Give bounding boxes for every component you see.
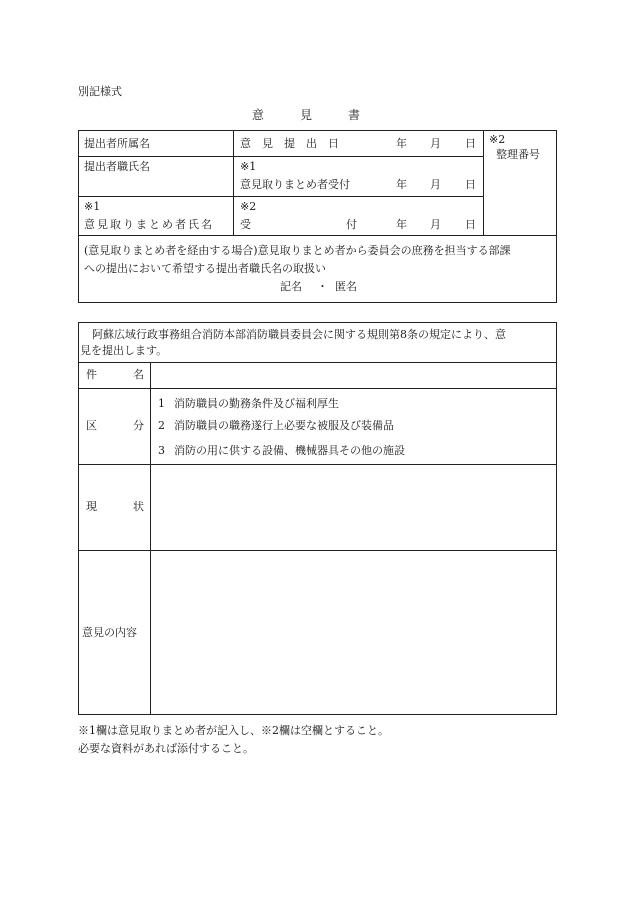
- day-label: 日: [465, 218, 476, 231]
- header-row-divider: [78, 196, 484, 197]
- header-col-divider: [483, 130, 484, 235]
- submitter-dept-label: 提出者所属名: [84, 137, 150, 150]
- subject-field[interactable]: [152, 364, 555, 386]
- category-option-2[interactable]: 消防職員の職務遂行上必要な被服及び装備品: [174, 419, 394, 432]
- handling-note-line2: への提出において希望する提出者職氏名の取扱い: [84, 262, 326, 275]
- compiler-name-label: 意見取りまとめ者氏名: [84, 218, 214, 231]
- header-col-divider: [233, 130, 234, 235]
- category-num-2: 2: [158, 419, 165, 432]
- mark-1-compiler: ※1: [84, 200, 101, 213]
- header-row-divider: [78, 156, 484, 157]
- year-label: 年: [396, 137, 407, 150]
- header-row-divider: [78, 235, 557, 236]
- status-label-a: 現: [86, 500, 97, 513]
- intro-line1: 阿蘇広域行政事務組合消防本部消防職員委員会に関する規則第8条の規定により、意: [92, 328, 506, 341]
- month-label: 月: [430, 218, 441, 231]
- subject-label-a: 件: [86, 368, 97, 381]
- category-option-3[interactable]: 消防の用に供する設備、機械器具その他の施設: [174, 444, 405, 457]
- mark-1: ※1: [240, 160, 257, 173]
- anonymous-option[interactable]: 匿名: [335, 280, 357, 293]
- option-separator: ・: [317, 280, 328, 293]
- receipt-label: 受: [240, 218, 251, 231]
- category-num-1: 1: [158, 397, 165, 410]
- month-label: 月: [430, 178, 441, 191]
- body-col-divider: [150, 362, 151, 715]
- month-label: 月: [430, 137, 441, 150]
- opinion-content-label: 意見の内容: [82, 626, 137, 639]
- submission-date-label: 意 見 提 出 日: [240, 137, 339, 150]
- compiler-received-label: 意見取りまとめ者受付: [240, 178, 350, 191]
- category-label-a: 区: [86, 419, 97, 432]
- subject-label-b: 名: [133, 368, 144, 381]
- form-label: 別記様式: [78, 85, 122, 98]
- document-title: 意 見 書: [252, 108, 361, 122]
- category-option-1[interactable]: 消防職員の勤務条件及び福利厚生: [174, 397, 339, 410]
- receipt-suffix: 付: [346, 218, 357, 231]
- day-label: 日: [465, 178, 476, 191]
- reference-number-label: 整理番号: [496, 148, 540, 161]
- category-label-b: 分: [133, 419, 144, 432]
- category-num-3: 3: [158, 444, 165, 457]
- named-option[interactable]: 記名: [280, 280, 302, 293]
- submitter-name-label: 提出者職氏名: [84, 160, 150, 173]
- intro-line2: 見を提出します。: [80, 344, 168, 357]
- status-label-b: 状: [133, 500, 144, 513]
- note-2: 必要な資料があれば添付すること。: [78, 742, 254, 755]
- day-label: 日: [465, 137, 476, 150]
- note-1: ※1欄は意見取りまとめ者が記入し、※2欄は空欄とすること。: [78, 724, 389, 737]
- opinion-content-field[interactable]: [152, 552, 555, 713]
- status-field[interactable]: [152, 466, 555, 548]
- mark-2: ※2: [489, 133, 506, 146]
- handling-note-line1: (意見取りまとめ者を経由する場合)意見取りまとめ者から委員会の庶務を担当する部課: [84, 244, 511, 257]
- year-label: 年: [396, 178, 407, 191]
- mark-2-receipt: ※2: [240, 200, 257, 213]
- year-label: 年: [396, 218, 407, 231]
